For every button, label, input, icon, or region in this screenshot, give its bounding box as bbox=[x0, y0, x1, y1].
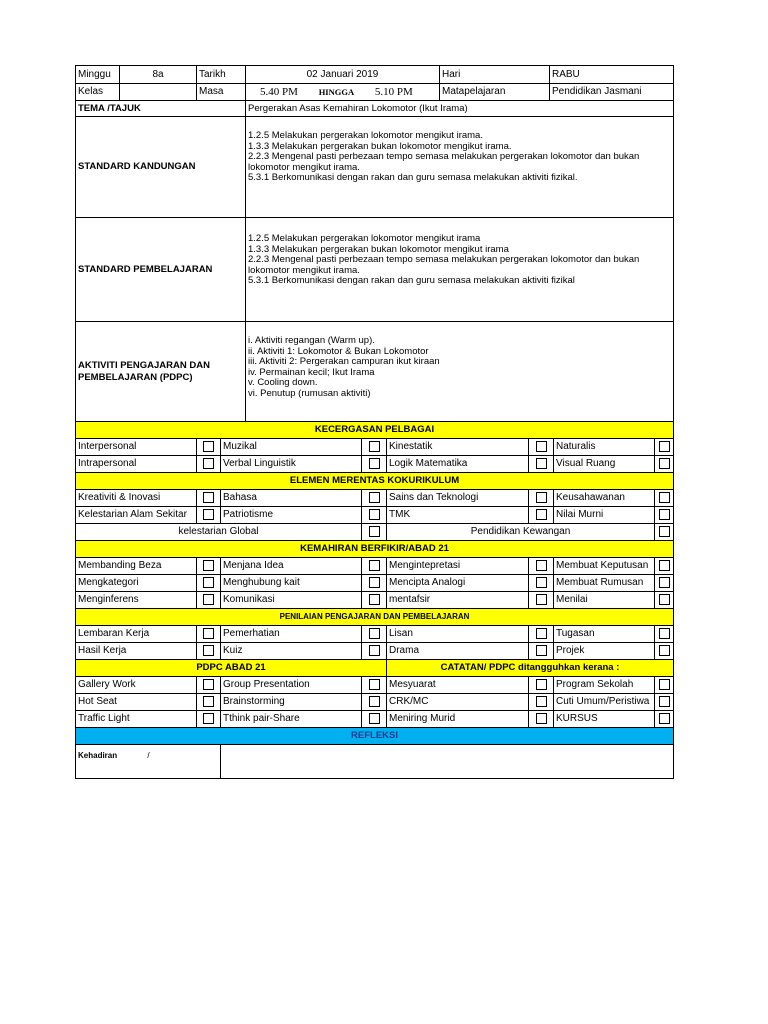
option-label: Intrapersonal bbox=[76, 456, 197, 473]
lesson-plan-sheet bbox=[75, 65, 673, 779]
checkbox[interactable] bbox=[655, 626, 674, 643]
option-label: Meniring Murid bbox=[387, 711, 529, 728]
masa-label: Masa bbox=[197, 84, 246, 101]
kecergasan-title: KECERGASAN PELBAGAI bbox=[76, 422, 674, 439]
checkbox[interactable] bbox=[362, 490, 387, 507]
checkbox[interactable] bbox=[362, 711, 387, 728]
option-label: Keusahawanan bbox=[554, 490, 655, 507]
checkbox[interactable] bbox=[529, 456, 554, 473]
checkbox[interactable] bbox=[197, 575, 221, 592]
aktiviti-line: v. Cooling down. bbox=[248, 377, 318, 388]
pdpc-title: PDPC ABAD 21 bbox=[76, 660, 387, 677]
option-label: Mengintepretasi bbox=[387, 558, 529, 575]
refleksi-notes[interactable] bbox=[221, 745, 674, 779]
elemen-title: ELEMEN MERENTAS KOKURIKULUM bbox=[76, 473, 674, 490]
checkbox[interactable] bbox=[655, 456, 674, 473]
option-label: Mesyuarat bbox=[387, 677, 529, 694]
checkbox[interactable] bbox=[197, 626, 221, 643]
minggu-value[interactable]: 8a bbox=[120, 66, 197, 84]
option-label: KURSUS bbox=[554, 711, 655, 728]
masa-value[interactable] bbox=[246, 84, 440, 101]
header-table bbox=[75, 65, 674, 101]
checkbox[interactable] bbox=[529, 439, 554, 456]
option-label: Traffic Light bbox=[76, 711, 197, 728]
option-label: Menilai bbox=[554, 592, 655, 609]
checkbox[interactable] bbox=[529, 711, 554, 728]
sk-line: 2.2.3 Mengenal pasti perbezaan tempo semasa melakukan pergerakan lokomotor dan bukan lokomotor mengikut irama. bbox=[248, 151, 640, 173]
checkbox[interactable] bbox=[529, 626, 554, 643]
option-label: Drama bbox=[387, 643, 529, 660]
option-label: Hasil Kerja bbox=[76, 643, 197, 660]
checkbox[interactable] bbox=[197, 507, 221, 524]
checkbox[interactable] bbox=[655, 507, 674, 524]
option-label: Tugasan bbox=[554, 626, 655, 643]
sk-line: 1.3.3 Melakukan pergerakan bukan lokomotor mengikut irama. bbox=[248, 140, 512, 152]
option-label: Gallery Work bbox=[76, 677, 197, 694]
option-label: Menghubung kait bbox=[221, 575, 362, 592]
checkbox[interactable] bbox=[197, 439, 221, 456]
option-label: Nilai Murni bbox=[554, 507, 655, 524]
checkbox[interactable] bbox=[655, 439, 674, 456]
option-label: kelestarian Global bbox=[76, 524, 362, 541]
standard-kandungan-value[interactable] bbox=[246, 117, 674, 218]
sk-line: 1.2.5 Melakukan pergerakan lokomotor mengikut irama. bbox=[248, 130, 483, 141]
option-label: Mencipta Analogi bbox=[387, 575, 529, 592]
option-label: Bahasa bbox=[221, 490, 362, 507]
kehadiran-label: Kehadiran bbox=[78, 751, 118, 760]
checkbox[interactable] bbox=[362, 507, 387, 524]
option-label: Membuat Keputusan bbox=[554, 558, 655, 575]
option-label: Logik Matematika bbox=[387, 456, 529, 473]
option-label: Membanding Beza bbox=[76, 558, 197, 575]
hari-value[interactable]: RABU bbox=[550, 66, 674, 84]
sp-line: 2.2.3 Mengenal pasti perbezaan tempo semasa melakukan pergerakan lokomotor dan bukan lokomotor mengikut irama. bbox=[248, 254, 640, 276]
checkbox[interactable] bbox=[197, 711, 221, 728]
option-label: Lembaran Kerja bbox=[76, 626, 197, 643]
aktiviti-label: AKTIVITI PENGAJARAN DAN PEMBELAJARAN (PDPC) bbox=[76, 322, 246, 422]
option-label: Kinestatik bbox=[387, 439, 529, 456]
checkbox[interactable] bbox=[655, 711, 674, 728]
checkbox[interactable] bbox=[197, 643, 221, 660]
option-label: Brainstorming bbox=[221, 694, 362, 711]
checkbox[interactable] bbox=[362, 524, 387, 541]
option-label: Interpersonal bbox=[76, 439, 197, 456]
kelas-label: Kelas bbox=[76, 84, 120, 101]
checkbox[interactable] bbox=[529, 490, 554, 507]
standard-pembelajaran-value[interactable] bbox=[246, 218, 674, 322]
kehadiran-separator: / bbox=[147, 751, 150, 760]
checkbox[interactable] bbox=[197, 677, 221, 694]
sk-line: 5.3.1 Berkomunikasi dengan rakan dan guru semasa melakukan aktiviti fizikal. bbox=[248, 172, 578, 183]
option-label: Kuiz bbox=[221, 643, 362, 660]
option-label: Program Sekolah bbox=[554, 677, 655, 694]
aktiviti-line: vi. Penutup (rumusan aktiviti) bbox=[248, 387, 371, 399]
checkbox[interactable] bbox=[655, 558, 674, 575]
sp-line: 1.3.3 Melakukan pergerakan bukan lokomotor mengikut irama bbox=[248, 243, 509, 255]
checkbox[interactable] bbox=[197, 490, 221, 507]
tema-label: TEMA /TAJUK bbox=[76, 101, 246, 117]
option-label: TMK bbox=[387, 507, 529, 524]
tarikh-value[interactable]: 02 Januari 2019 bbox=[246, 66, 440, 84]
checkbox-grid bbox=[75, 421, 674, 779]
kehadiran-cell[interactable] bbox=[76, 745, 221, 779]
kemahiran-title: KEMAHIRAN BERFIKIR/ABAD 21 bbox=[76, 541, 674, 558]
masa-hingga: HINGGA bbox=[318, 86, 355, 97]
standard-pembelajaran-label: STANDARD PEMBELAJARAN bbox=[76, 218, 246, 322]
checkbox[interactable] bbox=[655, 524, 674, 541]
aktiviti-value[interactable] bbox=[246, 322, 674, 422]
checkbox[interactable] bbox=[197, 558, 221, 575]
option-label: Lisan bbox=[387, 626, 529, 643]
checkbox[interactable] bbox=[529, 677, 554, 694]
option-label: Patriotisme bbox=[221, 507, 362, 524]
checkbox[interactable] bbox=[197, 456, 221, 473]
checkbox[interactable] bbox=[362, 575, 387, 592]
aktiviti-line: iii. Aktiviti 2: Pergerakan campuran ikut kiraan bbox=[248, 356, 440, 367]
penilaian-title: PENILAIAN PENGAJARAN DAN PEMBELAJARAN bbox=[76, 609, 674, 626]
checkbox[interactable] bbox=[197, 592, 221, 609]
option-label: Mengkategori bbox=[76, 575, 197, 592]
masa-end: 5.10 PM bbox=[374, 85, 413, 98]
masa-start: 5.40 PM bbox=[260, 85, 298, 98]
option-label: Menginferens bbox=[76, 592, 197, 609]
option-label: Muzikal bbox=[221, 439, 362, 456]
checkbox[interactable] bbox=[655, 677, 674, 694]
option-label: Membuat Rumusan bbox=[554, 575, 655, 592]
tema-value[interactable]: Pergerakan Asas Kemahiran Lokomotor (Ikut Irama) bbox=[246, 101, 674, 117]
checkbox[interactable] bbox=[197, 694, 221, 711]
option-label: Visual Ruang bbox=[554, 456, 655, 473]
hari-label: Hari bbox=[440, 66, 550, 84]
option-label: CRK/MC bbox=[387, 694, 529, 711]
checkbox[interactable] bbox=[529, 558, 554, 575]
option-label: Tthink pair-Share bbox=[221, 711, 362, 728]
checkbox[interactable] bbox=[529, 694, 554, 711]
option-label: Hot Seat bbox=[76, 694, 197, 711]
checkbox[interactable] bbox=[655, 575, 674, 592]
checkbox[interactable] bbox=[529, 592, 554, 609]
checkbox[interactable] bbox=[655, 643, 674, 660]
kelas-value[interactable] bbox=[120, 84, 197, 101]
option-label: Komunikasi bbox=[221, 592, 362, 609]
checkbox[interactable] bbox=[362, 456, 387, 473]
standard-kandungan-label: STANDARD KANDUNGAN bbox=[76, 117, 246, 218]
refleksi-title: REFLEKSI bbox=[76, 728, 674, 745]
option-label: Kreativiti & Inovasi bbox=[76, 490, 197, 507]
option-label: Menjana Idea bbox=[221, 558, 362, 575]
checkbox[interactable] bbox=[655, 490, 674, 507]
aktiviti-line: i. Aktiviti regangan (Warm up). bbox=[248, 335, 375, 346]
checkbox[interactable] bbox=[362, 558, 387, 575]
checkbox[interactable] bbox=[362, 677, 387, 694]
aktiviti-line: iv. Permainan kecil; Ikut Irama bbox=[248, 366, 375, 378]
aktiviti-line: ii. Aktiviti 1: Lokomotor & Bukan Lokomotor bbox=[248, 345, 429, 357]
checkbox[interactable] bbox=[362, 694, 387, 711]
checkbox[interactable] bbox=[655, 592, 674, 609]
option-label: Verbal Linguistik bbox=[221, 456, 362, 473]
checkbox[interactable] bbox=[362, 592, 387, 609]
option-label: Pemerhatian bbox=[221, 626, 362, 643]
option-label: Pendidikan Kewangan bbox=[387, 524, 655, 541]
option-label: mentafsir bbox=[387, 592, 529, 609]
option-label: Projek bbox=[554, 643, 655, 660]
option-label: Naturalis bbox=[554, 439, 655, 456]
content-table bbox=[75, 100, 674, 422]
checkbox[interactable] bbox=[529, 575, 554, 592]
sp-line: 1.2.5 Melakukan pergerakan lokomotor mengikut irama bbox=[248, 233, 481, 244]
sp-line: 5.3.1 Berkomunikasi dengan rakan dan guru semasa melakukan aktiviti fizikal bbox=[248, 275, 575, 286]
checkbox[interactable] bbox=[529, 507, 554, 524]
matapelajaran-value[interactable]: Pendidikan Jasmani bbox=[550, 84, 674, 101]
option-label: Kelestarian Alam Sekitar bbox=[76, 507, 197, 524]
checkbox[interactable] bbox=[362, 626, 387, 643]
option-label: Group Presentation bbox=[221, 677, 362, 694]
checkbox[interactable] bbox=[362, 643, 387, 660]
checkbox[interactable] bbox=[529, 643, 554, 660]
checkbox[interactable] bbox=[655, 694, 674, 711]
tarikh-label: Tarikh bbox=[197, 66, 246, 84]
option-label: Sains dan Teknologi bbox=[387, 490, 529, 507]
matapelajaran-label: Matapelajaran bbox=[440, 84, 550, 101]
minggu-label: Minggu bbox=[76, 66, 120, 84]
catatan-title: CATATAN/ PDPC ditangguhkan kerana : bbox=[387, 660, 674, 677]
checkbox[interactable] bbox=[362, 439, 387, 456]
option-label: Cuti Umum/Peristiwa bbox=[554, 694, 655, 711]
